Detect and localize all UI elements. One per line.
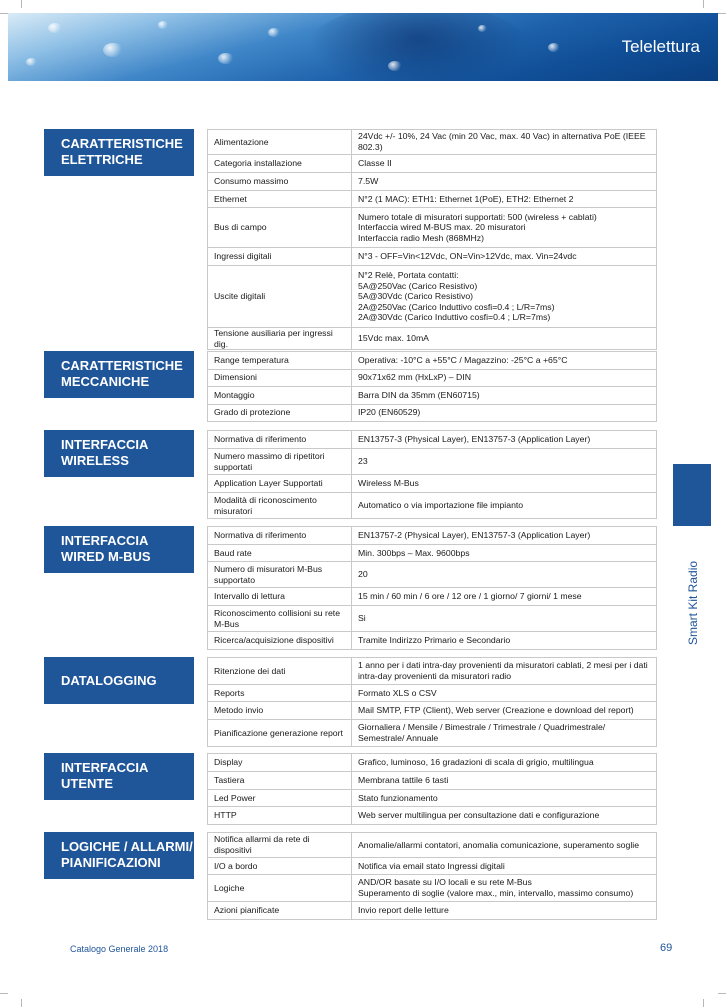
spec-value: AND/OR basate su I/O locali e su rete M-Bus Superamento di soglie (valore max., min, intervallo, massimo consumo)	[352, 875, 657, 902]
water-drop	[158, 21, 168, 29]
spec-key: Range temperatura	[208, 352, 352, 370]
spec-key: Metodo invio	[208, 702, 352, 720]
spec-key: Uscite digitali	[208, 266, 352, 328]
table-row	[208, 130, 657, 155]
spec-value: Automatico o via importazione file impianto	[352, 493, 657, 519]
table-row	[208, 807, 657, 825]
table-row	[208, 789, 657, 807]
spec-key: Tensione ausiliaria per ingressi dig.	[208, 328, 352, 350]
table-row	[208, 875, 657, 902]
spec-value: 90x71x62 mm (HxLxP) – DIN	[352, 369, 657, 387]
table-row	[208, 658, 657, 685]
spec-value: N°2 Relè, Portata contatti: 5A@250Vac (Carico Resistivo) 5A@30Vdc (Carico Resistivo) 2A@250Vac (Carico Induttivo cosfi=0.4 ; L/R=7ms) 2A@30Vdc (Carico Induttivo cosfi=0.4 ; L/R=7ms)	[352, 266, 657, 328]
spec-key: Grado di protezione	[208, 404, 352, 422]
crop-mark	[718, 13, 726, 14]
spec-key: Numero di misuratori M-Bus supportato	[208, 562, 352, 588]
spec-key: Riconoscimento collisioni su rete M-Bus	[208, 606, 352, 632]
table-row	[208, 632, 657, 650]
water-drop	[478, 25, 487, 32]
section-label: CARATTERISTICHE MECCANICHE	[44, 351, 194, 398]
table-row	[208, 771, 657, 789]
spec-table	[207, 832, 657, 920]
spec-key: Modalità di riconoscimento misuratori	[208, 493, 352, 519]
spec-key: Bus di campo	[208, 208, 352, 248]
spec-key: Ethernet	[208, 191, 352, 208]
spec-value: Grafico, luminoso, 16 gradazioni di scala di grigio, multilingua	[352, 754, 657, 772]
section-label: INTERFACCIA WIRELESS	[44, 430, 194, 477]
table-row	[208, 387, 657, 405]
spec-key: Montaggio	[208, 387, 352, 405]
section-label: INTERFACCIA UTENTE	[44, 753, 194, 800]
table-row	[208, 449, 657, 475]
spec-value: Wireless M-Bus	[352, 475, 657, 493]
spec-value: Anomalie/allarmi contatori, anomalia comunicazione, superamento soglie	[352, 833, 657, 858]
header-banner	[8, 13, 718, 81]
crop-mark	[0, 13, 8, 14]
spec-key: Reports	[208, 685, 352, 702]
spec-value: Mail SMTP, FTP (Client), Web server (Creazione e download del report)	[352, 702, 657, 720]
spec-value: EN13757-2 (Physical Layer), EN13757-3 (Application Layer)	[352, 527, 657, 545]
section-label: DATALOGGING	[44, 657, 194, 704]
table-row	[208, 754, 657, 772]
crop-mark	[718, 993, 726, 994]
water-swoosh	[308, 13, 528, 81]
spec-key: Tastiera	[208, 771, 352, 789]
spec-value: EN13757-3 (Physical Layer), EN13757-3 (Application Layer)	[352, 431, 657, 449]
table-row	[208, 833, 657, 858]
water-drop	[548, 43, 560, 52]
spec-value: 23	[352, 449, 657, 475]
spec-value: 15Vdc max. 10mA	[352, 328, 657, 350]
table-row	[208, 902, 657, 920]
page-number: 69	[660, 942, 673, 954]
table-row	[208, 702, 657, 720]
water-drop	[388, 61, 402, 71]
spec-value: N°2 (1 MAC): ETH1: Ethernet 1(PoE), ETH2: Ethernet 2	[352, 191, 657, 208]
water-drop	[26, 58, 37, 66]
spec-key: Consumo massimo	[208, 173, 352, 191]
spec-value: 7.5W	[352, 173, 657, 191]
spec-key: Baud rate	[208, 545, 352, 562]
table-row	[208, 545, 657, 562]
table-row	[208, 685, 657, 702]
table-row	[208, 606, 657, 632]
table-row	[208, 475, 657, 493]
spec-value: Barra DIN da 35mm (EN60715)	[352, 387, 657, 405]
spec-table	[207, 351, 657, 422]
spec-value: Min. 300bps – Max. 9600bps	[352, 545, 657, 562]
spec-value: IP20 (EN60529)	[352, 404, 657, 422]
spec-table	[207, 657, 657, 747]
page-title: Telelettura	[621, 37, 700, 56]
section-label: CARATTERISTICHE ELETTRICHE	[44, 129, 194, 176]
table-row	[208, 493, 657, 519]
spec-value: Web server multilingua per consultazione dati e configurazione	[352, 807, 657, 825]
table-row	[208, 562, 657, 588]
section-label: INTERFACCIA WIRED M-BUS	[44, 526, 194, 573]
side-tab-label: Smart Kit Radio	[686, 560, 700, 645]
table-row	[208, 266, 657, 328]
spec-table	[207, 430, 657, 519]
crop-mark	[21, 0, 22, 8]
spec-key: Ricerca/acquisizione dispositivi	[208, 632, 352, 650]
footer-catalog: Catalogo Generale 2018	[70, 944, 169, 954]
spec-table	[207, 526, 657, 650]
table-row	[208, 527, 657, 545]
table-row	[208, 248, 657, 266]
spec-value: Si	[352, 606, 657, 632]
spec-value: Tramite Indirizzo Primario e Secondario	[352, 632, 657, 650]
spec-key: Ingressi digitali	[208, 248, 352, 266]
spec-key: Dimensioni	[208, 369, 352, 387]
table-row	[208, 431, 657, 449]
spec-key: I/O a bordo	[208, 858, 352, 875]
spec-value: 24Vdc +/- 10%, 24 Vac (min 20 Vac, max. 40 Vac) in alternativa PoE (IEEE 802.3)	[352, 130, 657, 155]
crop-mark	[0, 993, 8, 994]
spec-key: Ritenzione dei dati	[208, 658, 352, 685]
spec-key: Numero massimo di ripetitori supportati	[208, 449, 352, 475]
table-row	[208, 720, 657, 747]
water-drop	[48, 23, 62, 33]
water-drop	[103, 43, 123, 57]
spec-key: HTTP	[208, 807, 352, 825]
spec-value: Notifica via email stato Ingressi digitali	[352, 858, 657, 875]
table-row	[208, 352, 657, 370]
spec-table	[207, 129, 657, 350]
spec-value: Formato XLS o CSV	[352, 685, 657, 702]
table-row	[208, 155, 657, 173]
spec-key: Alimentazione	[208, 130, 352, 155]
spec-value: 1 anno per i dati intra-day provenienti da misuratori cablati, 2 mesi per i dati intra-day provenienti da misuratori radio	[352, 658, 657, 685]
spec-key: Normativa di riferimento	[208, 431, 352, 449]
table-row	[208, 191, 657, 208]
spec-value: Operativa: -10°C a +55°C / Magazzino: -25°C a +65°C	[352, 352, 657, 370]
water-drop	[218, 53, 234, 64]
spec-key: Display	[208, 754, 352, 772]
spec-value: N°3 - OFF=Vin<12Vdc, ON=Vin>12Vdc, max. Vin=24vdc	[352, 248, 657, 266]
spec-key: Pianificazione generazione report	[208, 720, 352, 747]
spec-value: Giornaliera / Mensile / Bimestrale / Trimestrale / Quadrimestrale/ Semestrale/ Annuale	[352, 720, 657, 747]
spec-key: Application Layer Supportati	[208, 475, 352, 493]
table-row	[208, 369, 657, 387]
spec-value: 15 min / 60 min / 6 ore / 12 ore / 1 giorno/ 7 giorni/ 1 mese	[352, 588, 657, 606]
spec-key: Notifica allarmi da rete di dispositivi	[208, 833, 352, 858]
spec-key: Intervallo di lettura	[208, 588, 352, 606]
crop-mark	[703, 0, 704, 8]
crop-mark	[21, 999, 22, 1007]
crop-mark	[703, 999, 704, 1007]
spec-value: Numero totale di misuratori supportati: 500 (wireless + cablati) Interfaccia wired M-BUS max. 20 misuratori Interfaccia radio Mesh (868MHz)	[352, 208, 657, 248]
spec-key: Normativa di riferimento	[208, 527, 352, 545]
water-drop	[268, 28, 280, 37]
spec-value: Membrana tattile 6 tasti	[352, 771, 657, 789]
table-row	[208, 858, 657, 875]
spec-value: Classe II	[352, 155, 657, 173]
spec-table	[207, 753, 657, 825]
table-row	[208, 208, 657, 248]
table-row	[208, 404, 657, 422]
spec-key: Led Power	[208, 789, 352, 807]
table-row	[208, 588, 657, 606]
spec-value: Stato funzionamento	[352, 789, 657, 807]
table-row	[208, 173, 657, 191]
spec-value: 20	[352, 562, 657, 588]
spec-key: Logiche	[208, 875, 352, 902]
spec-key: Azioni pianificate	[208, 902, 352, 920]
section-label: LOGICHE / ALLARMI/ PIANIFICAZIONI	[44, 832, 194, 879]
spec-key: Categoria installazione	[208, 155, 352, 173]
side-tab-marker	[673, 464, 711, 526]
table-row	[208, 328, 657, 350]
spec-value: Invio report delle letture	[352, 902, 657, 920]
